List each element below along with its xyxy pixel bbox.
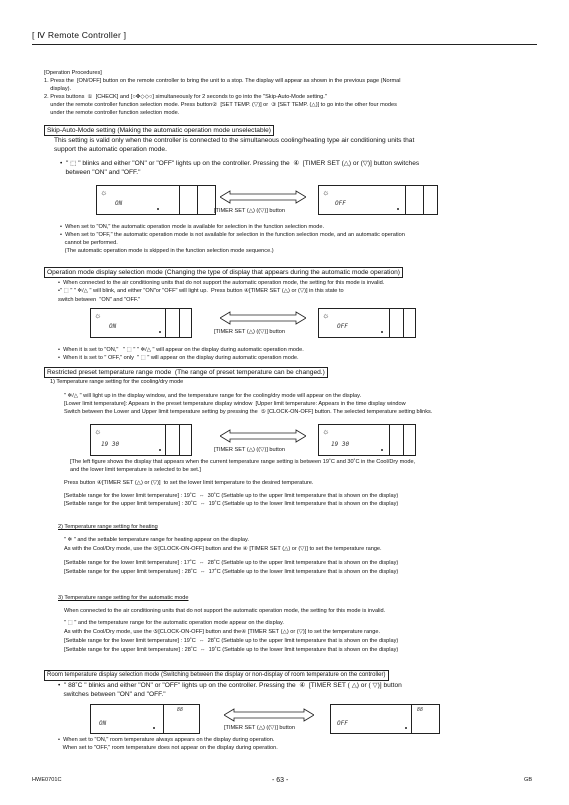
preset-range2: [Settable range for the upper limit temperature] : 30˚C ⇔ 19˚C (Settable up to the lower limit temperature that is shown on the display) [64,501,399,507]
preset-p1: " ✲/△ " will light up in the display window, and the temperature range for the cooling/dry mode will appear on the display. [64,393,362,399]
room-bullet1: • " 88˚C " blinks and either "ON" or "OFF" lights up on the controller. Pressing the ④ [TIMER SET ( △) or ( ▽)] button [58,682,402,689]
skip-note1: • When set to "ON," the automatic operation mode is available for selection in the function selection mode. [60,224,325,230]
skip-section-title: Skip-Auto-Mode setting (Making the automatic operation mode unselectable) [44,125,274,136]
footer-region: GB [524,777,533,783]
room-note2: When set to "OFF," room temperature does not appear on the display during operation. [58,745,278,751]
footer-code: HWE0701C [32,777,62,783]
preset-a3: As with the Cool/Dry mode, use the ⑤[CLOCK-ON-OFF] button and the④ [TIMER SET (△) or (▽)] to set the temperature range. [64,629,381,635]
double-arrow-icon [220,429,306,443]
lcd-opmode-off [318,308,416,338]
lcd-room-temp: 88 [417,707,424,713]
lcd-preset-lower [90,424,192,456]
preset-h3: [Settable range for the lower limit temperature] : 17˚C ⇔ 28˚C (Settable up to the upper limit temperature that is shown on the display) [64,560,399,566]
opmode-bullet1: • When connected to the air conditioning units that do not support the automatic operation mode, the setting for this mode is invalid. [58,280,385,286]
page-header-title: [ Ⅳ Remote Controller ] [32,30,127,40]
lcd-divider [165,309,166,337]
lcd-dot [159,331,161,333]
opmode-note2: • When it is set to " OFF," only " ⬚ " will appear on the display during automatic operation mode. [58,355,299,361]
preset-range1: [Settable range for the lower limit temperature] : 19˚C ⇔ 30˚C (Settable up to the upper limit temperature that is shown on the display) [64,493,399,499]
double-arrow-icon [224,708,314,722]
preset-p3: Switch between the Lower and Upper limit temperature setting by pressing the ⑤ [CLOCK-ON-OFF] button. The selected temperature setting blinks. [64,409,433,415]
preset-h1: " ✲ " and the settable temperature range for heating appear on the display. [64,537,249,543]
intro-step1b: display). [44,86,72,92]
lcd-dot [157,208,159,210]
lcd-value: 19 30 [331,441,350,448]
footer-page: - 63 - [272,777,289,784]
lcd-dot [405,727,407,729]
intro-step2b: under the remote controller function selection mode. Press button② [SET TEMP. (▽)] or ③ [SET TEMP. (△)] to go into the other four modes [44,102,397,108]
intro-step2c: under the remote controller function selection mode. [44,110,180,116]
sun-icon: ☼ [322,188,330,197]
lcd-divider [405,186,406,214]
preset-sub3: 3) Temperature range setting for the automatic mode [58,595,189,601]
preset-a5: [Settable range for the upper limit temperature] : 28˚C ⇔ 19˚C (Settable up to the lower limit temperature that is shown on the display) [64,647,399,653]
lcd-divider [197,186,198,214]
lcd-divider [389,425,390,455]
skip-bullet1b: between "ON" and "OFF." [60,169,141,176]
lcd-dot [159,449,161,451]
sun-icon: ☼ [322,427,330,436]
lcd-opmode-on [90,308,192,338]
lcd-divider [165,425,166,455]
lcd-skip-on [96,185,216,215]
preset-section-title: Restricted preset temperature range mode (The range of preset temperature can be changed.) [44,367,328,378]
lcd-room-on [90,704,200,734]
room-section-title: Room temperature display selection mode (Switching between the display or non-display of room temperature on the controller) [44,670,389,681]
lcd-dot [153,727,155,729]
lcd-divider [403,309,404,337]
lcd-dot [381,331,383,333]
skip-p1: This setting is valid only when the controller is connected to the simultaneous cooling/heating type air conditioning units that [54,137,415,144]
lcd-value: ON [99,720,107,727]
skip-note2b: cannot be performed. [60,240,118,246]
preset-a4: [Settable range for the lower limit temperature] : 19˚C ⇔ 28˚C (Settable up to the upper limit temperature that is shown on the display) [64,638,399,644]
opmode-bullet2: •" ⬚ " " ✲/△ " will blink, and either "ON"or "OFF" will light up. Press button ④[TIMER SET (△) or (▽)] in this state to [58,288,344,294]
double-arrow-icon [220,190,306,204]
skip-arrow-label: [TIMER SET (△) ((▽)] button [214,208,285,214]
lcd-value: OFF [335,200,346,207]
preset-h2: As with the Cool/Dry mode, use the ⑤[CLOCK-ON-OFF] button and the ④ [TIMER SET (△) or (▽)] to set the temperature range. [64,546,382,552]
preset-sub1: 1) Temperature range setting for the cooling/dry mode [50,379,184,385]
lcd-value: OFF [337,720,348,727]
room-note1: • When set to "ON," room temperature always appears on the display during operation. [58,737,275,743]
preset-press: Press button ④[TIMER SET (△) or (▽)] to set the lower limit temperature to the desired temperature. [64,480,314,486]
sun-icon: ☼ [100,188,108,197]
preset-h4: [Settable range for the upper limit temperature] : 28˚C ⇔ 17˚C (Settable up to the lower limit temperature that is shown on the display) [64,569,399,575]
sun-icon: ☼ [322,311,330,320]
room-arrow-label: [TIMER SET (△) ((▽)] button [224,725,295,731]
skip-note2: • When set to "OFF," the automatic operation mode is not available for selection in the function selection mode, and an automatic operation [60,232,405,238]
lcd-divider [403,425,404,455]
room-bullet1b: switches between "ON" and "OFF." [58,691,166,698]
intro-step2: 2. Press buttons ① [CHECK] and [○✤◇◇○] simultaneously for 2 seconds to go into the "Skip-Auto-Mode setting." [44,94,327,100]
lcd-dot [397,208,399,210]
preset-p2: [Lower limit temperature]: Appears in the preset temperature display window [Upper limit temperature: Appears in the time display window [64,401,406,407]
lcd-value: 19 30 [101,441,120,448]
lcd-dot [381,449,383,451]
opmode-bullet2b: switch between "ON" and "OFF." [58,297,141,303]
skip-p2: support the automatic operation mode. [54,146,167,153]
lcd-skip-off [318,185,438,215]
opmode-arrow-label: [TIMER SET (△) ((▽)] button [214,329,285,335]
lcd-preset-upper [318,424,416,456]
preset-a2: " ⬚ " and the temperature range for the automatic operation mode appear on the display. [64,620,284,626]
opmode-note1: • When it is set to "ON," " ⬚ " " ✲/△ " will appear on the display during automatic operation mode. [58,347,304,353]
lcd-divider [389,309,390,337]
lcd-divider [423,186,424,214]
lcd-value: ON [115,200,123,207]
intro-step1: 1. Press the [ON/OFF] button on the remote controller to bring the unit to a stop. The display will appear as shown in the previous page (Normal [44,78,401,84]
lcd-value: ON [109,323,117,330]
lcd-divider [179,186,180,214]
skip-bullet1: • " ⬚ " blinks and either "ON" or "OFF" lights up on the controller. Pressing the ④ [TIMER SET (△) or (▽)] button switches [60,160,420,167]
preset-a1: When connected to the air conditioning units that do not support the automatic operation mode, the setting for this mode is invalid. [64,608,386,614]
skip-note3: (The automatic operation mode is skipped in the function selection mode sequence.) [60,248,274,254]
preset-sub2: 2) Temperature range setting for heating [58,524,158,530]
lcd-divider [163,705,164,733]
opmode-section-title: Operation mode display selection mode (Changing the type of display that appears during the automatic mode operation) [44,267,403,278]
double-arrow-icon [220,311,306,325]
lcd-divider [411,705,412,733]
lcd-room-temp: 88 [177,707,184,713]
preset-note1: [The left figure shows the display that appears when the current temperature range setting is between 19˚C and 30˚C in the Cool/Dry mode, [70,459,416,465]
lcd-room-off [330,704,440,734]
lcd-divider [179,425,180,455]
intro-heading: [Operation Procedures] [44,70,102,76]
preset-arrow-label: [TIMER SET (△) ((▽)] button [214,447,285,453]
lcd-value: OFF [337,323,348,330]
lcd-divider [179,309,180,337]
header-rule [32,44,537,45]
preset-note2: and the lower limit temperature is selected to be set.] [70,467,201,473]
sun-icon: ☼ [94,427,102,436]
sun-icon: ☼ [94,311,102,320]
